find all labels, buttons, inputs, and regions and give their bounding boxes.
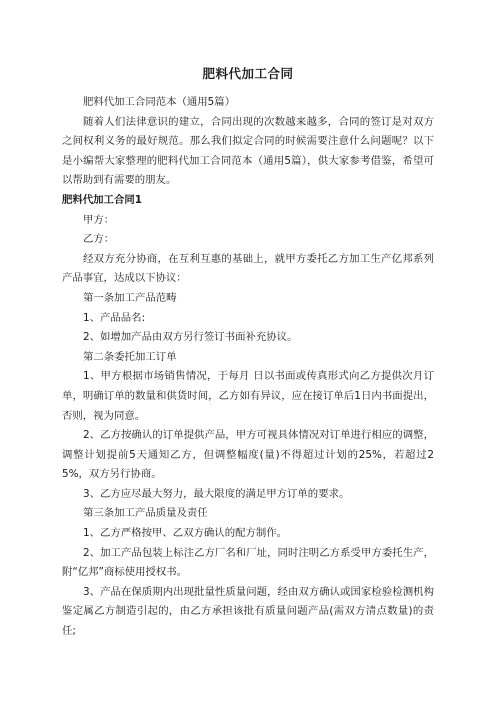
article-2-item-1: 1、甲方根据市场销售情况，于每月 日以书面或传真形式向乙方提供次月订单，明确订单的数量和供货时间，乙方如有异议，应在接订单后1日内书面提出，否则，视为同意。 (62, 370, 434, 422)
section-heading: 肥料代加工合同1 (62, 193, 142, 206)
article-2-item-3: 3、乙方应尽最大努力，最大限度的满足甲方订单的要求。 (83, 487, 350, 500)
intro-paragraph: 随着人们法律意识的建立，合同出现的次数越来越多，合同的签订是对双方之间权利义务的最好规范。那么我们拟定合同的时候需要注意什么问题呢？以下是小编帮大家整理的肥料代加工合同范本（通用5篇），供大家参考借鉴，希望可以帮助到有需要的朋友。 (62, 115, 434, 187)
article-3-item-2: 2、加工产品包装上标注乙方厂名和厂址，同时注明乙方系受甲方委托生产，附“亿邦”商标使用授权书。 (62, 546, 434, 579)
article-3-title: 第三条加工产品质量及责任 (83, 507, 208, 520)
article-3-item-3: 3、产品在保质期内出现批量性质量问题，经由双方确认或国家检验检测机构鉴定属乙方制造引起的，由乙方承担该批有质量问题产品(需双方清点数量)的责任; (62, 585, 434, 638)
article-2-title: 第二条委托加工订单 (83, 350, 177, 363)
party-b-line: 乙方： (83, 233, 115, 246)
article-1-title: 第一条加工产品范畴 (83, 291, 177, 304)
intro-line: 肥料代加工合同范本（通用5篇） (83, 96, 236, 108)
agreement-intro: 经双方充分协商，在互利互惠的基础上，就甲方委托乙方加工生产亿邦系列产品事宜，达成以下协议： (62, 252, 434, 285)
article-2-item-2: 2、乙方按确认的订单提供产品，甲方可视具体情况对订单进行相应的调整，调整计划提前5天通知乙方，但调整幅度(量)不得超过计划的25%，若超过25%，双方另行协商。 (62, 429, 434, 481)
article-1-item-2: 2、如增加产品由双方另行签订书面补充协议。 (83, 331, 298, 344)
document-title: 肥料代加工合同 (202, 66, 294, 81)
party-a-line: 甲方： (83, 213, 115, 226)
article-1-item-1: 1、产品品名: (83, 311, 146, 324)
article-3-item-1: 1、乙方严格按甲、乙双方确认的配方制作。 (83, 527, 288, 540)
